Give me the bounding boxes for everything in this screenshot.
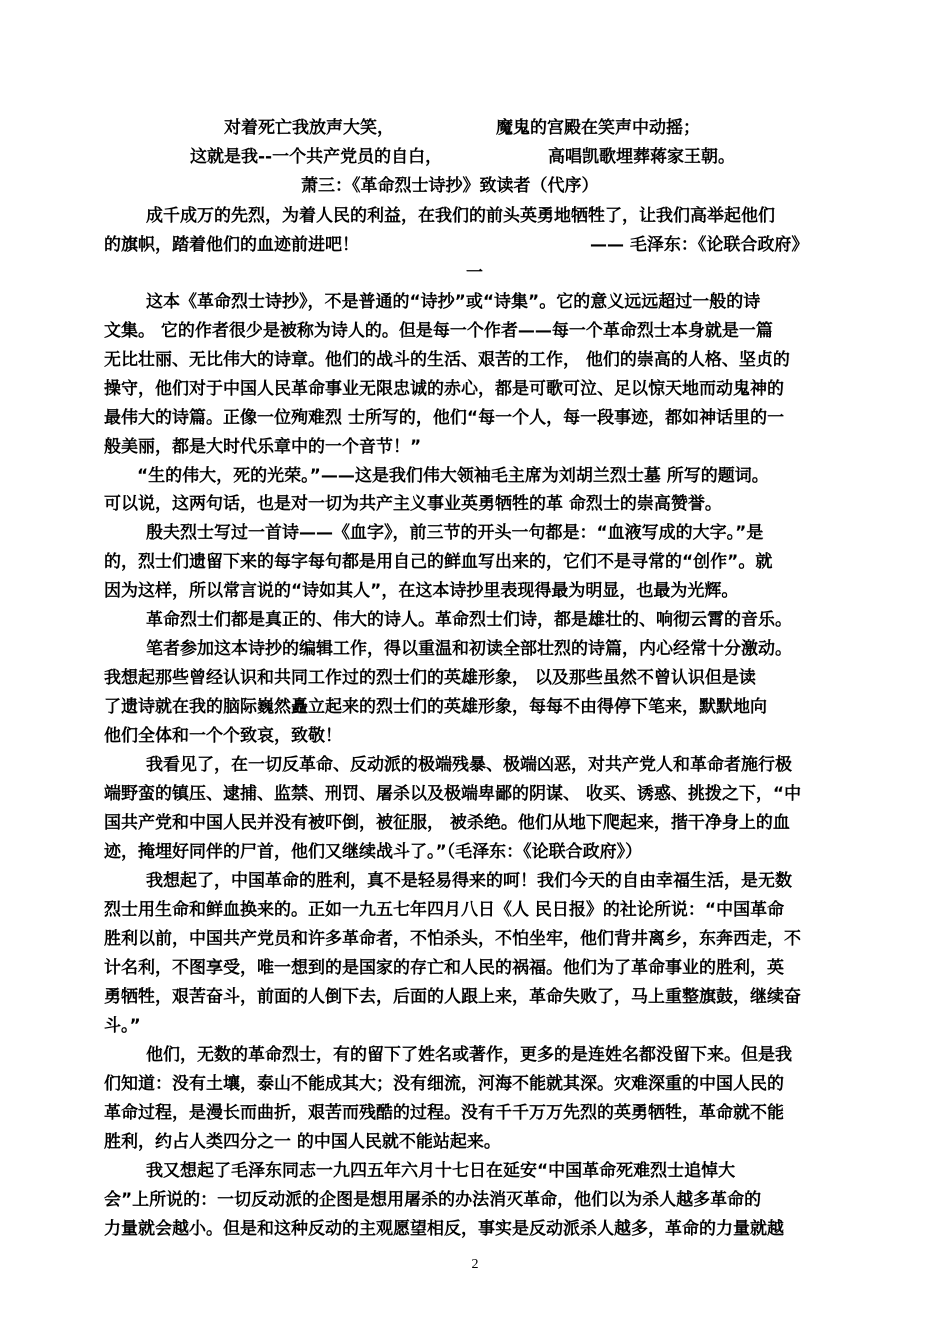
body-line: 无比壮丽、无比伟大的诗章。他们的战斗的生活、艰苦的工作， 他们的崇高的人格、坚贞的 [104, 350, 790, 370]
body-line: 最伟大的诗篇。正像一位殉难烈 士所写的，他们“每一个人，每一段事迹，都如神话里的一 [104, 408, 785, 428]
body-line: 斗。” [104, 1016, 141, 1036]
body-line: 胜利以前，中国共产党员和许多革命者，不怕杀头，不怕坐牢，他们背井离乡，东奔西走，不 [104, 929, 801, 949]
poem-line-1b: 魔鬼的宫殿在笑声中动摇； [496, 118, 700, 138]
part-number: 一 [466, 263, 483, 283]
body-line: 笔者参加这本诗抄的编辑工作，得以重温和初读全部壮烈的诗篇，内心经常十分激动。 [146, 639, 792, 659]
body-line: 力量就会越小。但是和这种反动的主观愿望相反，事实是反动派杀人越多，革命的力量就越 [104, 1219, 784, 1239]
body-line: 我想起了，中国革命的胜利，真不是轻易得来的呵！我们今天的自由幸福生活，是无数 [146, 871, 792, 891]
body-line: 了遗诗就在我的脑际巍然矗立起来的烈士们的英雄形象，每每不由得停下笔来，默默地向 [104, 697, 767, 717]
body-line: 勇牺牲，艰苦奋斗，前面的人倒下去，后面的人跟上来，革命失败了，马上重整旗鼓，继续奋 [104, 987, 801, 1007]
body-line: 的，烈士们遗留下来的每字每句都是用自己的鲜血写出来的，它们不是寻常的“创作”。就 [104, 552, 773, 572]
body-line: 我看见了，在一切反革命、反动派的极端残暴、极端凶恶，对共产党人和革命者施行极 [146, 755, 792, 775]
epigraph-line-2: 的旗帜，踏着他们的血迹前进吧！ [104, 235, 359, 255]
body-line: 他们，无数的革命烈士，有的留下了姓名或著作，更多的是连姓名都没留下来。但是我 [146, 1045, 792, 1065]
body-line: 端野蛮的镇压、逮捕、监禁、刑罚、屠杀以及极端卑鄙的阴谋、 收买、诱惑、挑拨之下，“中 [104, 784, 802, 804]
body-line: 胜利，约占人类四分之一 的中国人民就不能站起来。 [104, 1132, 501, 1152]
body-line: 迹，掩埋好同伴的尸首，他们又继续战斗了。”（毛泽东：《论联合政府》） [104, 842, 643, 862]
body-line: 可以说，这两句话，也是对一切为共产主义事业英勇牺牲的革 命烈士的崇高赞誉。 [104, 494, 722, 514]
body-line: 般美丽，都是大时代乐章中的一个音节！” [104, 437, 422, 457]
body-line: 烈士用生命和鲜血换来的。正如一九五七年四月八日《人 民日报》的社论所说：“中国革命 [104, 900, 785, 920]
body-line: 革命过程，是漫长而曲折，艰苦而残酷的过程。没有千千万万先烈的英勇牺牲，革命就不能 [104, 1103, 784, 1123]
body-line: 我又想起了毛泽东同志一九四五年六月十七日在延安“中国革命死难烈士追悼大 [146, 1161, 736, 1181]
body-line: 国共产党和中国人民并没有被吓倒，被征服， 被杀绝。他们从地下爬起来，揩干净身上的血 [104, 813, 790, 833]
body-line: 革命烈士们都是真正的、伟大的诗人。革命烈士们诗，都是雄壮的、响彻云霄的音乐。 [146, 610, 792, 630]
poem-line-1a: 对着死亡我放声大笑， [224, 118, 394, 138]
section-title: 萧三：《革命烈士诗抄》致读者（代序） [301, 176, 599, 196]
body-line: 这本《革命烈士诗抄》，不是普通的“诗抄”或“诗集”。它的意义远远超过一般的诗 [146, 292, 761, 312]
body-line: 操守，他们对于中国人民革命事业无限忠诚的赤心，都是可歌可泣、足以惊天地而动鬼神的 [104, 379, 784, 399]
body-line: 们知道：没有土壤，泰山不能成其大；没有细流，河海不能就其深。灾难深重的中国人民的 [104, 1074, 784, 1094]
body-line: “生的伟大，死的光荣。”——这是我们伟大领袖毛主席为刘胡兰烈士墓 所写的题词。 [137, 466, 769, 486]
epigraph-line-1: 成千成万的先烈，为着人民的利益，在我们的前头英勇地牺牲了，让我们高举起他们 [146, 206, 775, 226]
poem-line-2b: 高唱凯歌埋葬蒋家王朝。 [548, 147, 735, 167]
epigraph-attribution: —— 毛泽东：《论联合政府》 [590, 235, 809, 255]
body-line: 计名利，不图享受，唯一想到的是国家的存亡和人民的祸福。他们为了革命事业的胜利，英 [104, 958, 784, 978]
body-line: 我想起那些曾经认识和共同工作过的烈士们的英雄形象， 以及那些虽然不曾认识但是读 [104, 668, 756, 688]
body-line: 文集。 它的作者很少是被称为诗人的。但是每一个作者——每一个革命烈士本身就是一篇 [104, 321, 773, 341]
page-number: 2 [471, 1257, 479, 1272]
body-line: 他们全体和一个个致哀，致敬！ [104, 726, 342, 746]
poem-line-2a: 这就是我--一个共产党员的自白， [190, 147, 443, 167]
body-line: 会”上所说的：一切反动派的企图是想用屠杀的办法消灭革命，他们以为杀人越多革命的 [104, 1190, 762, 1210]
body-line: 因为这样，所以常言说的“诗如其人”，在这本诗抄里表现得最为明显，也最为光辉。 [104, 581, 739, 601]
body-line: 殷夫烈士写过一首诗——《血字》，前三节的开头一句都是：“血液写成的大字。”是 [146, 523, 764, 543]
